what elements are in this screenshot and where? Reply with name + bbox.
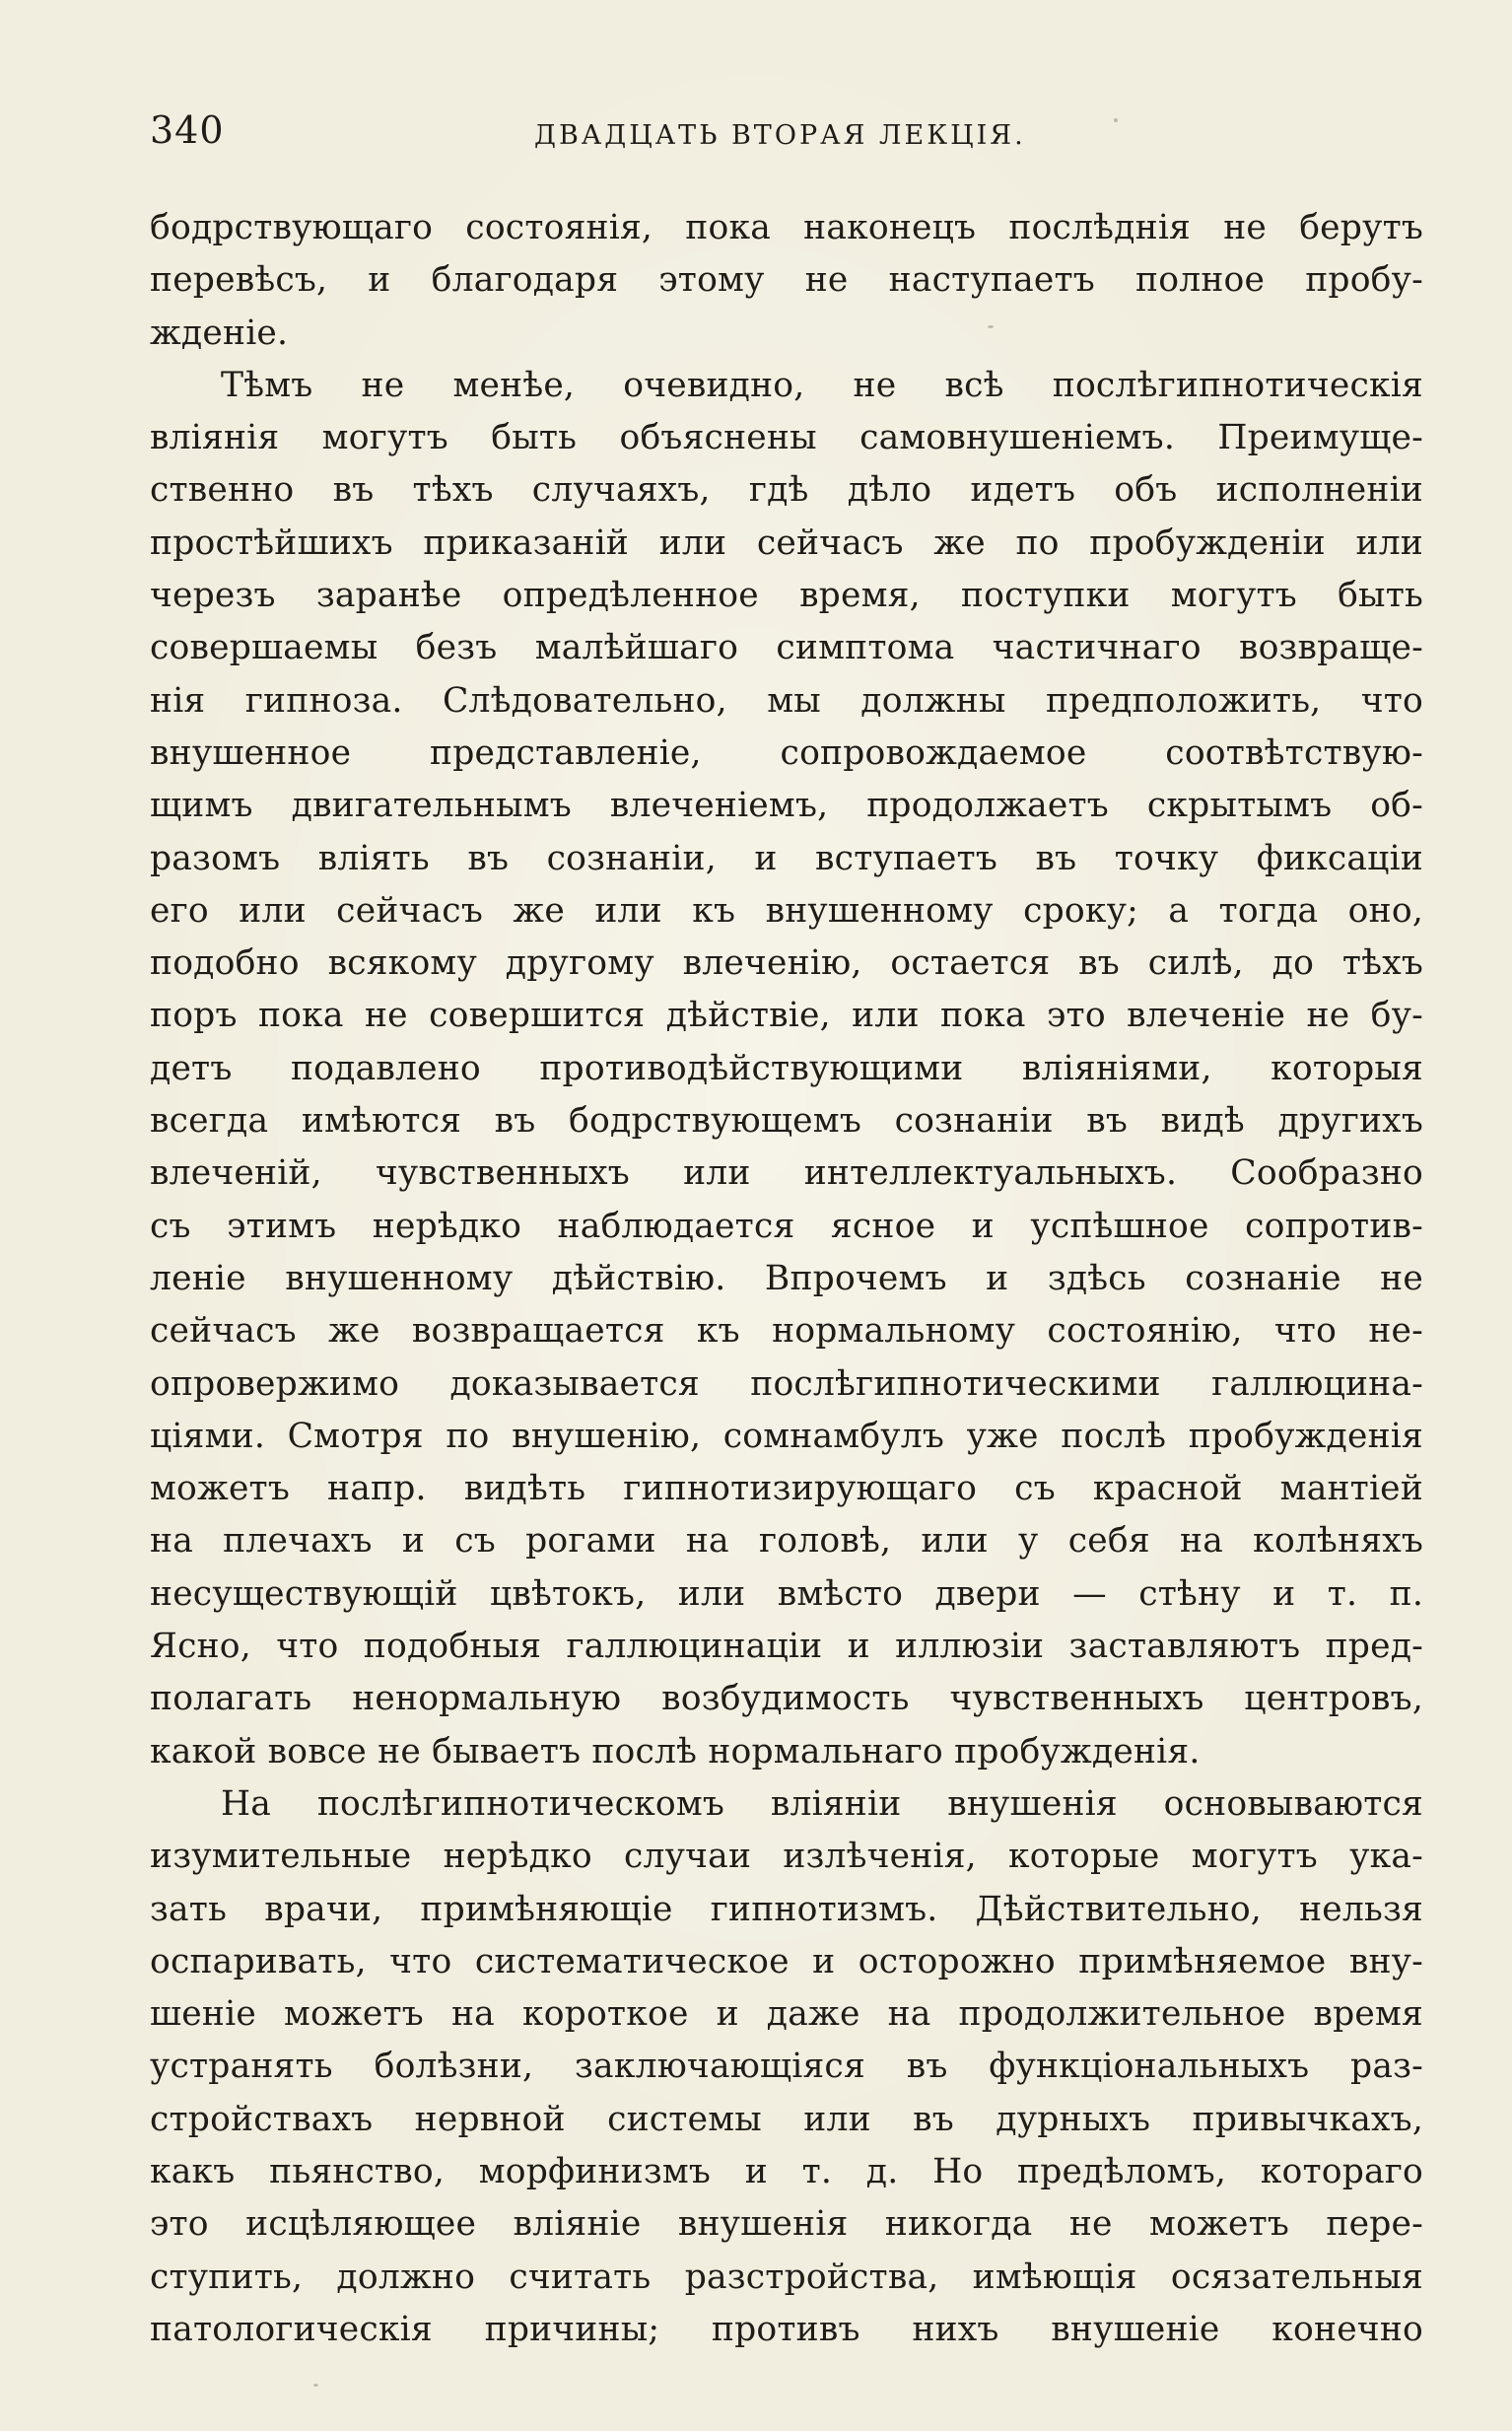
text-line: совершаемы безъ малѣйшаго симптома частичнаго возвраще- <box>150 628 1423 668</box>
text-line: шеніе можетъ на короткое и даже на продолжительное время <box>150 1994 1423 2035</box>
page-header <box>150 106 1431 166</box>
paper-speck <box>313 2384 318 2387</box>
text-line: поръ пока не совершится дѣйствіе, или пока это влеченіе не бу- <box>150 996 1423 1036</box>
text-line: какъ пьянство, морфинизмъ и т. д. Но предѣломъ, котораго <box>150 2151 1423 2191</box>
text-line: на плечахъ и съ рогами на головѣ, или у себя на колѣняхъ <box>150 1521 1423 1562</box>
text-line: можетъ напр. видѣть гипнотизирующаго съ красной мантіей <box>150 1469 1423 1509</box>
text-line: ціями. Смотря по внушенію, сомнамбулъ уже послѣ пробужденія <box>150 1416 1423 1456</box>
text-line: патологическія причины; противъ нихъ внушеніе конечно <box>150 2309 1423 2349</box>
text-line: простѣйшихъ приказаній или сейчасъ же по пробужденіи или <box>150 522 1423 563</box>
text-line: съ этимъ нерѣдко наблюдается ясное и успѣшное сопротив- <box>150 1206 1423 1246</box>
text-line: зать врачи, примѣняющіе гипнотизмъ. Дѣйствительно, нельзя <box>150 1889 1423 1929</box>
text-line: стройствахъ нервной системы или въ дурныхъ привычкахъ, <box>150 2099 1423 2139</box>
text-line: внушенное представленіе, сопровождаемое соотвѣтствую- <box>150 732 1423 773</box>
page-number: 340 <box>150 108 225 152</box>
text-line: подобно всякому другому влеченію, остается въ силѣ, до тѣхъ <box>150 943 1423 984</box>
text-line: ступить, должно считать разстройства, имѣющія осязательныя <box>150 2257 1423 2297</box>
text-line: щимъ двигательнымъ влеченіемъ, продолжаетъ скрытымъ об- <box>150 786 1423 826</box>
text-line: нія гипноза. Слѣдовательно, мы должны предположить, что <box>150 680 1423 721</box>
text-line: Тѣмъ не менѣе, очевидно, не всѣ послѣгипнотическія <box>221 365 1423 405</box>
text-line: бодрствующаго состоянія, пока наконецъ послѣднія не берутъ <box>150 208 1423 247</box>
text-line: Ясно, что подобныя галлюцинаціи и иллюзіи заставляютъ пред- <box>150 1627 1423 1667</box>
text-line: сейчасъ же возвращается къ нормальному состоянію, что не- <box>150 1311 1423 1352</box>
body-text <box>150 202 1423 2356</box>
text-line: оспаривать, что систематическое и осторожно примѣняемое вну- <box>150 1941 1423 1981</box>
text-line: жденіе. <box>150 313 289 353</box>
text-line: полагать ненормальную возбудимость чувственныхъ центровъ, <box>150 1679 1423 1719</box>
text-line: леніе внушенному дѣйствію. Впрочемъ и здѣсь сознаніе не <box>150 1258 1423 1298</box>
text-line: детъ подавлено противодѣйствующими вліяніями, которыя <box>150 1048 1423 1088</box>
text-line: перевѣсъ, и благодаря этому не наступаетъ полное пробу- <box>150 260 1423 301</box>
text-line: несуществующій цвѣтокъ, или вмѣсто двери — стѣну и т. п. <box>150 1573 1423 1614</box>
text-line: это исцѣляющее вліяніе внушенія никогда не можетъ пере- <box>150 2204 1423 2245</box>
text-line: какой вовсе не бываетъ послѣ нормальнаго пробужденія. <box>150 1731 1201 1771</box>
text-line: разомъ вліять въ сознаніи, и вступаетъ въ точку фиксаціи <box>150 838 1423 878</box>
text-line: На послѣгипнотическомъ вліяніи внушенія основываются <box>221 1783 1423 1824</box>
text-line: устранять болѣзни, заключающіяся въ функціональныхъ раз- <box>150 2047 1423 2087</box>
text-line: черезъ заранѣе опредѣленное время, поступки могутъ быть <box>150 576 1423 616</box>
text-line: вліянія могутъ быть объяснены самовнушеніемъ. Преимуще- <box>150 418 1423 458</box>
running-title: ДВАДЦАТЬ ВТОРАЯ ЛЕКЦІЯ. <box>534 120 1026 151</box>
text-line: его или сейчасъ же или къ внушенному сроку; а тогда оно, <box>150 890 1423 931</box>
paper-speck <box>988 325 994 328</box>
paper-speck <box>1114 118 1118 122</box>
text-line: ственно въ тѣхъ случаяхъ, гдѣ дѣло идетъ объ исполненіи <box>150 470 1423 511</box>
text-line: влеченій, чувственныхъ или интеллектуальныхъ. Сообразно <box>150 1153 1423 1194</box>
text-line: изумительные нерѣдко случаи излѣченія, которые могутъ ука- <box>150 1837 1423 1877</box>
text-line: всегда имѣются въ бодрствующемъ сознаніи въ видѣ другихъ <box>150 1101 1423 1142</box>
text-line: опровержимо доказывается послѣгипнотическими галлюцина- <box>150 1363 1423 1404</box>
